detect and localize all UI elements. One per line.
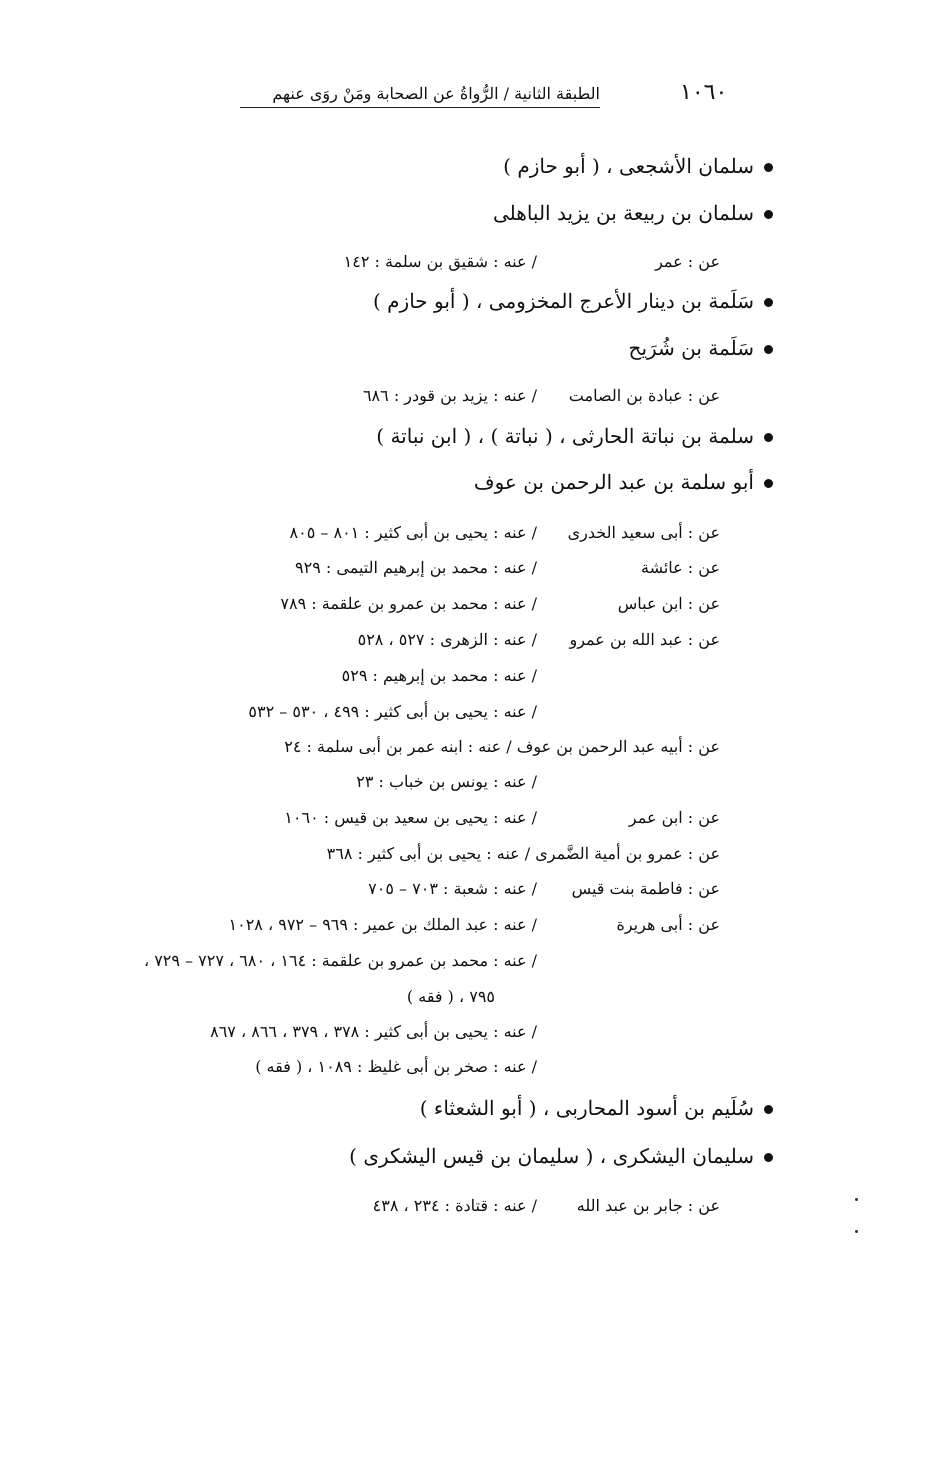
narrator-name: سَلَمة بن دينار الأعرج المخزومى ، ( أبو حازم ) — [373, 289, 754, 313]
line-from: عن : جابر بن عبد الله — [576, 1196, 720, 1215]
narrator-entry — [73, 154, 773, 178]
bullet-icon — [764, 345, 773, 354]
line-to: / عنه : يونس بن خباب : ٢٣ — [356, 772, 537, 791]
transmission-line — [0, 386, 720, 416]
bullet-icon — [764, 163, 773, 172]
line-from: عن : أبى هريرة — [616, 915, 720, 934]
bullet-icon — [764, 1105, 773, 1114]
narrator-entry — [73, 1144, 773, 1168]
line-to: / عنه : قتادة : ٢٣٤ ، ٤٣٨ — [372, 1196, 537, 1215]
narrator-name: سلمان الأشجعى ، ( أبو حازم ) — [503, 154, 754, 178]
scan-speck — [855, 1230, 858, 1233]
page-number: ١٠٦٠ — [680, 80, 728, 105]
narrator-name: سليمان اليشكرى ، ( سليمان بن قيس اليشكرى ) — [349, 1144, 754, 1168]
line-from: عن : عبادة بن الصامت — [568, 386, 720, 405]
transmission-line — [0, 1196, 720, 1226]
line-to: / عنه : محمد بن عمرو بن علقمة : ٧٨٩ — [280, 594, 537, 613]
narrator-entry — [73, 1096, 773, 1120]
line-from: عن : أبيه عبد الرحمن بن عوف / عنه : ابنه عمر بن أبى سلمة : ٢٤ — [284, 737, 720, 756]
transmission-line — [0, 702, 720, 732]
line-to: / عنه : محمد بن إبرهيم التيمى : ٩٢٩ — [295, 558, 537, 577]
line-from: عن : ابن عباس — [617, 594, 720, 613]
transmission-line — [0, 772, 720, 802]
transmission-line — [0, 1057, 720, 1087]
line-to: / عنه : يحيى بن أبى كثير : ٤٩٩ ، ٥٣٠ – ٥٣٢ — [248, 702, 537, 721]
transmission-line — [0, 915, 720, 945]
bullet-icon — [764, 479, 773, 488]
narrator-entry — [73, 289, 773, 313]
transmission-line — [0, 630, 720, 660]
narrator-name: أبو سلمة بن عبد الرحمن بن عوف — [473, 470, 754, 494]
transmission-line — [0, 523, 720, 553]
narrator-entry — [73, 424, 773, 448]
line-from: عن : عمر — [655, 252, 720, 271]
line-to: / عنه : يزيد بن قودر : ٦٨٦ — [362, 386, 537, 405]
transmission-line — [0, 737, 720, 767]
narrator-entry — [73, 336, 773, 360]
line-to: / عنه : عبد الملك بن عمير : ٩٦٩ – ٩٧٢ ، ١٠٢٨ — [228, 915, 537, 934]
line-from: عن : أبى سعيد الخدرى — [567, 523, 720, 542]
line-from: عن : فاطمة بنت قيس — [571, 879, 720, 898]
narrator-name: سلمة بن نباتة الحارثى ، ( نباتة ) ، ( ابن نباتة ) — [376, 424, 754, 448]
line-to: / عنه : محمد بن عمرو بن علقمة : ١٦٤ ، ٦٨٠ ، ٧٢٧ – ٧٢٩ ، — [143, 951, 537, 970]
running-header: الطبقة الثانية / الرُّواةُ عن الصحابة ومَنْ روَى عنهم — [240, 84, 600, 108]
narrator-entry — [73, 201, 773, 225]
transmission-line — [0, 987, 720, 1017]
narrator-name: سُلَيم بن أسود المحاربى ، ( أبو الشعثاء ) — [419, 1096, 754, 1120]
line-to: / عنه : محمد بن إبرهيم : ٥٢٩ — [341, 666, 537, 685]
line-to: / عنه : يحيى بن سعيد بن قيس : ١٠٦٠ — [284, 808, 537, 827]
line-to: / عنه : شعبة : ٧٠٣ – ٧٠٥ — [368, 879, 537, 898]
bullet-icon — [764, 433, 773, 442]
line-from: عن : عمرو بن أمية الضَّمرى / عنه : يحيى بن أبى كثير : ٣٦٨ — [326, 844, 720, 863]
line-to: / عنه : يحيى بن أبى كثير : ٣٧٨ ، ٣٧٩ ، ٨٦٦ ، ٨٦٧ — [210, 1022, 537, 1041]
narrator-entry — [73, 470, 773, 494]
line-to: / عنه : صخر بن أبى غليظ : ١٠٨٩ ، ( فقه ) — [255, 1057, 537, 1076]
transmission-line — [0, 252, 720, 282]
transmission-line — [0, 879, 720, 909]
line-to: / عنه : الزهرى : ٥٢٧ ، ٥٢٨ — [357, 630, 537, 649]
line-from: عن : عبد الله بن عمرو — [569, 630, 720, 649]
narrator-name: سَلَمة بن شُرَيح — [628, 336, 754, 360]
line-to: ٧٩٥ ، ( فقه ) — [406, 987, 495, 1006]
transmission-line — [0, 951, 720, 981]
transmission-line — [0, 594, 720, 624]
line-to: / عنه : شقيق بن سلمة : ١٤٢ — [343, 252, 537, 271]
scan-speck — [855, 1198, 858, 1201]
transmission-line — [0, 808, 720, 838]
transmission-line — [0, 844, 720, 874]
narrator-name: سلمان بن ربيعة بن يزيد الباهلى — [492, 201, 754, 225]
bullet-icon — [764, 1153, 773, 1162]
bullet-icon — [764, 210, 773, 219]
line-to: / عنه : يحيى بن أبى كثير : ٨٠١ – ٨٠٥ — [289, 523, 537, 542]
bullet-icon — [764, 298, 773, 307]
transmission-line — [0, 666, 720, 696]
transmission-line — [0, 558, 720, 588]
line-from: عن : عائشة — [640, 558, 720, 577]
line-from: عن : ابن عمر — [628, 808, 720, 827]
transmission-line — [0, 1022, 720, 1052]
